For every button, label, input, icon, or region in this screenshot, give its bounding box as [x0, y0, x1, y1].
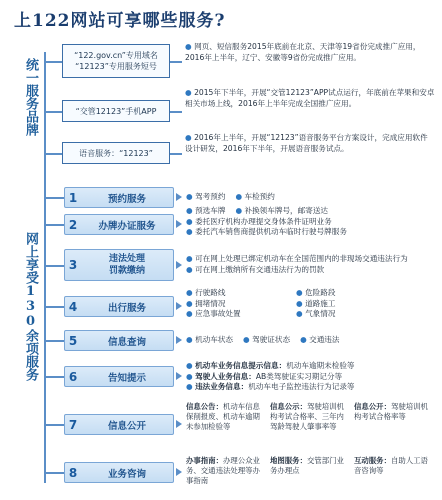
- list-item: [186, 288, 296, 299]
- item-heading: 信息公告：: [186, 402, 223, 411]
- item-text: 交管部门业务办理点: [270, 456, 344, 475]
- brand-line: “12123”专用服务短号: [75, 62, 157, 71]
- service-violation: [64, 249, 174, 281]
- connector-line: [44, 153, 62, 155]
- bullet-icon: ●: [186, 227, 193, 236]
- item-heading: 机动车业务信息提示信息：: [195, 361, 287, 370]
- item-text: 驾驶证状态: [252, 335, 291, 344]
- arrow-right-icon: [176, 336, 182, 344]
- service-travel: [64, 296, 174, 317]
- service-reservation: [64, 187, 174, 208]
- bullet-icon: ●: [296, 298, 303, 308]
- item-text: 可在网上处理已绑定机动车在全国范围内的非现场交通违法行为: [195, 254, 408, 263]
- item-text: 交通违法: [309, 335, 340, 344]
- page-title: 上122网站可享哪些服务?: [14, 11, 226, 31]
- list-item: [186, 372, 436, 383]
- item-text: 自助人工语音咨询等: [354, 456, 428, 475]
- bullet-icon: ●: [186, 361, 193, 370]
- list-item: [186, 227, 347, 238]
- service-items: [186, 456, 438, 486]
- bullet-icon: ●: [186, 335, 193, 344]
- item-heading: 违法业务信息：: [195, 382, 249, 391]
- item-text: 预选车牌: [195, 206, 226, 215]
- service-number: 6: [68, 369, 78, 384]
- connector-line: [44, 197, 64, 199]
- list-item: [186, 299, 296, 310]
- brand-box-voice: [62, 142, 170, 164]
- connector-line: [170, 61, 182, 63]
- bullet-icon: ●: [186, 371, 193, 381]
- list-item: [186, 192, 225, 203]
- item-text: 办理公众业务、交通违法处理等办事指南: [186, 456, 260, 485]
- section-label-online-services: 网上享受130余项服务: [23, 232, 38, 381]
- bullet-icon: ●: [186, 309, 193, 318]
- bullet-icon: ●: [186, 298, 193, 308]
- connector-line: [44, 306, 64, 308]
- section-bracket-line: [44, 52, 46, 200]
- arrow-right-icon: [176, 261, 182, 269]
- item-text: 机动车信息保削报废、机动车逾期未参加检验等: [186, 402, 260, 431]
- item-text: 可在网上缴纳所有交通违法行为的罚款: [195, 264, 325, 274]
- section-bracket-line: [44, 188, 46, 483]
- service-items: [186, 254, 436, 275]
- list-item: [186, 217, 332, 228]
- item-heading: 互动服务：: [354, 456, 391, 465]
- list-item: [186, 456, 270, 486]
- brand-desc-text: 2015年下半年，开展“交管12123”APP试点运行，年底前在苹果和安卓相关市场上线，2016年上半年完成全国推广应用。: [185, 88, 435, 108]
- connector-line: [44, 424, 64, 426]
- service-items: [186, 288, 436, 320]
- arrow-right-icon: [176, 302, 182, 310]
- service-number: 1: [68, 190, 78, 205]
- service-label: 办牌办证服务: [98, 220, 156, 232]
- service-disclosure: [64, 414, 174, 435]
- item-text: 委托汽车销售商提供机动车临时行驶号牌服务: [195, 227, 347, 236]
- item-text: 委托医疗机构办理提交身体条件证明业务: [195, 216, 332, 226]
- item-text: 道路施工: [305, 298, 336, 308]
- connector-line: [44, 265, 64, 267]
- list-item: [354, 456, 438, 486]
- arrow-right-icon: [176, 220, 182, 228]
- service-label: 告知提示: [107, 372, 146, 384]
- list-item: [186, 382, 436, 393]
- service-number: 3: [68, 258, 78, 272]
- service-items: [186, 335, 436, 346]
- bullet-icon: ●: [185, 133, 192, 142]
- list-item: [186, 361, 436, 372]
- item-text: 补换领车牌号，邮寄送达: [244, 206, 329, 215]
- service-number: 8: [68, 465, 78, 480]
- connector-line: [44, 376, 64, 378]
- bullet-icon: ●: [296, 288, 303, 297]
- bullet-icon: ●: [186, 216, 193, 226]
- arrow-right-icon: [176, 372, 182, 380]
- item-text: 机动车逾期未检验等: [286, 361, 355, 370]
- brand-box-app: [62, 100, 170, 122]
- arrow-right-icon: [176, 420, 182, 428]
- bullet-icon: ●: [186, 264, 193, 274]
- bullet-icon: ●: [300, 335, 307, 344]
- list-item: [186, 254, 436, 265]
- service-label: 出行服务: [107, 302, 146, 314]
- service-label: 信息查询: [107, 336, 146, 348]
- connector-line: [44, 340, 64, 342]
- list-item: [186, 402, 270, 432]
- section-label-unified-brand: 统一服务品牌: [23, 58, 38, 136]
- bullet-icon: ●: [235, 206, 243, 215]
- bullet-icon: ●: [186, 254, 193, 263]
- item-text: AB类驾驶证实习期记分等: [255, 371, 343, 381]
- service-number: 7: [68, 417, 78, 432]
- connector-line: [44, 111, 62, 113]
- item-text: 危险路段: [305, 288, 336, 297]
- service-items: [186, 192, 436, 203]
- connector-line: [44, 472, 64, 474]
- service-notify: [64, 366, 174, 387]
- brand-desc: [185, 88, 435, 109]
- service-items: [186, 402, 438, 432]
- service-label: [81, 253, 173, 277]
- item-text: 行驶路线: [195, 288, 226, 297]
- bullet-icon: ●: [186, 288, 193, 297]
- item-text: 拥堵情况: [195, 298, 226, 308]
- service-label: 信息公开: [107, 420, 146, 432]
- service-number: 2: [68, 217, 78, 232]
- list-item: [235, 192, 274, 203]
- bullet-icon: ●: [235, 192, 243, 201]
- connector-line: [44, 224, 64, 226]
- brand-line: 语音服务：“12123”: [79, 148, 153, 158]
- item-text: 机动车电子监控违法行为记录等: [248, 382, 355, 391]
- list-item: [270, 402, 354, 432]
- bullet-icon: ●: [296, 309, 303, 318]
- arrow-right-icon: [176, 193, 182, 201]
- service-items: [186, 361, 436, 393]
- brand-desc: [185, 42, 435, 63]
- list-item: [235, 206, 328, 217]
- arrow-right-icon: [176, 468, 182, 476]
- bullet-icon: ●: [186, 382, 193, 391]
- list-item: [296, 299, 406, 310]
- item-heading: 办事指南：: [186, 456, 223, 465]
- item-heading: 驾驶人业务信息：: [195, 371, 256, 381]
- list-item: [354, 402, 438, 432]
- service-label-line: 罚款缴纳: [108, 266, 145, 276]
- connector-line: [44, 61, 62, 63]
- bullet-icon: ●: [186, 192, 193, 201]
- service-label: 预约服务: [107, 193, 146, 205]
- list-item: [296, 309, 406, 320]
- bullet-icon: ●: [185, 88, 192, 97]
- list-item: [186, 265, 436, 276]
- item-heading: 地图服务：: [270, 456, 307, 465]
- brand-desc-text: 2016年上半年，开展“12123”语音服务平台方案设计，完成应用软件设计研发，2016年下半年，开展语音服务试点。: [185, 133, 428, 153]
- item-text: 驾考预约: [195, 192, 226, 201]
- bullet-icon: ●: [185, 42, 192, 51]
- list-item: [300, 335, 339, 346]
- list-item: [270, 456, 354, 486]
- brand-line: “交管12123”手机APP: [75, 106, 157, 116]
- service-number: 4: [68, 299, 78, 314]
- list-item: [186, 309, 296, 320]
- item-text: 车检预约: [244, 192, 275, 201]
- item-text: 气象情况: [305, 309, 336, 318]
- service-label-line: 违法处理: [108, 254, 145, 264]
- item-text: 驾驶培训机构考试合格率等: [354, 402, 428, 421]
- brand-desc-text: 网页、短信服务2015年底前在北京、天津等19省份完成推广应用，2016年上半年，辽宁、安徽等9省份完成推广应用。: [185, 42, 421, 62]
- list-item: [296, 288, 406, 299]
- service-number: 5: [68, 333, 78, 348]
- connector-line: [170, 153, 182, 155]
- list-item: [186, 206, 225, 217]
- connector-line: [170, 111, 182, 113]
- brand-desc: [185, 133, 435, 154]
- brand-box-domain: [62, 44, 170, 78]
- brand-line: “122.gov.cn”专用域名: [74, 51, 158, 60]
- bullet-icon: ●: [243, 335, 250, 344]
- item-text: 机动车状态: [195, 335, 234, 344]
- list-item: [243, 335, 290, 346]
- list-item: [186, 335, 233, 346]
- service-consult: [64, 462, 174, 483]
- item-heading: 信息公开：: [354, 402, 391, 411]
- bullet-icon: ●: [186, 206, 193, 215]
- service-items: [186, 206, 436, 238]
- service-license: [64, 214, 174, 235]
- service-label: 业务咨询: [107, 468, 146, 480]
- service-query: [64, 330, 174, 351]
- item-text: 驾驶培训机构考试合格率、三年内驾龄驾驶人肇事率等: [270, 402, 344, 431]
- item-heading: 信息公示：: [270, 402, 307, 411]
- item-text: 应急事故处置: [195, 309, 241, 318]
